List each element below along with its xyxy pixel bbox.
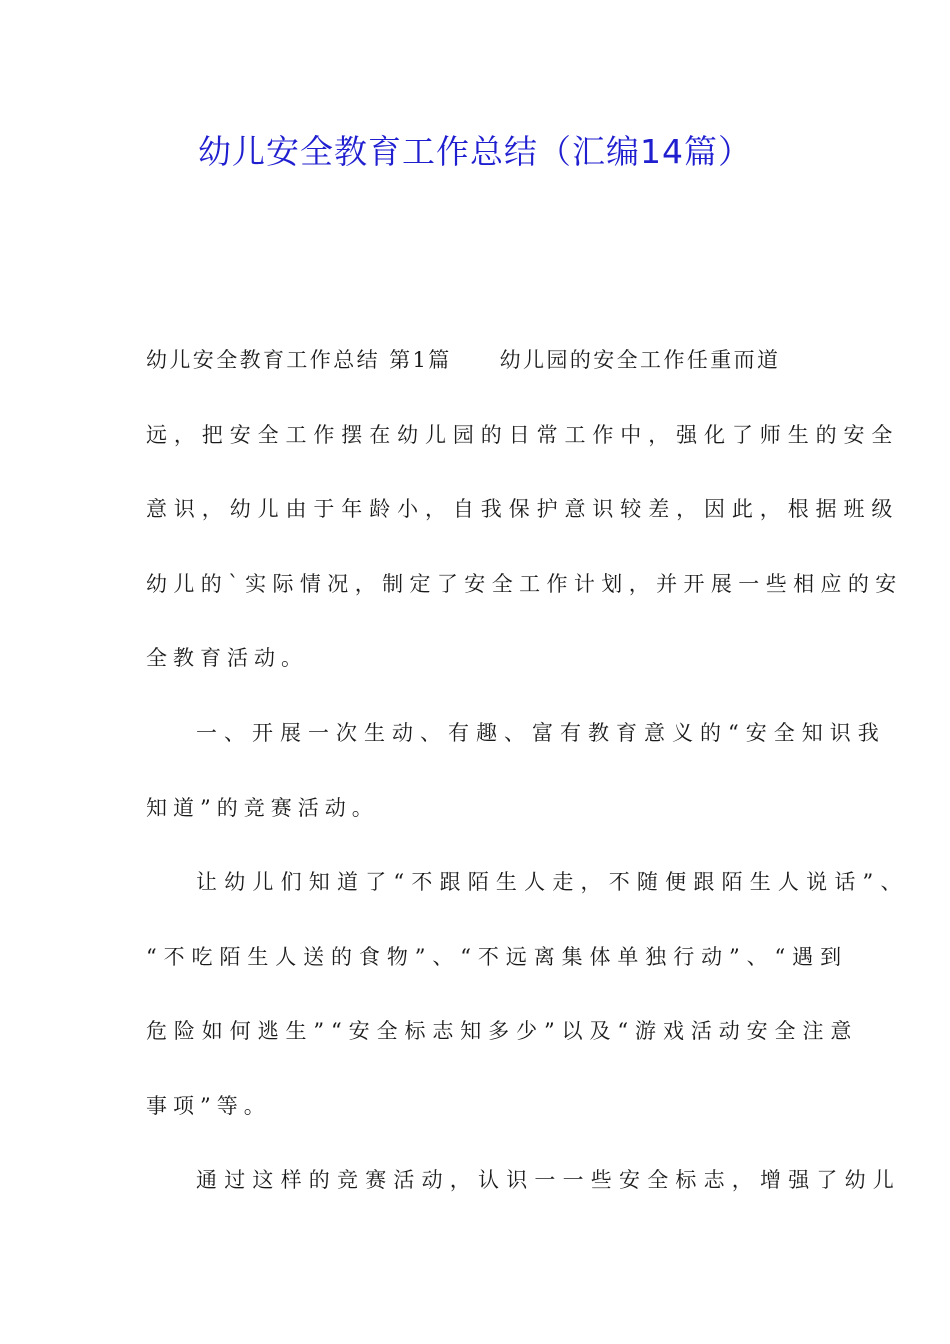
- paragraph-line: 让幼儿们知道了“不跟陌生人走，不随便跟陌生人说话”、: [196, 870, 909, 894]
- paragraph-line: 一、开展一次生动、有趣、富有教育意义的“安全知识我: [196, 721, 886, 745]
- paragraph-line: 危险如何逃生”“安全标志知多少”以及“游戏活动安全注意: [146, 1019, 859, 1043]
- paragraph-line: “不吃陌生人送的食物”、“不远离集体单独行动”、“遇到: [146, 945, 848, 969]
- document-title: 幼儿安全教育工作总结（汇编14篇）: [198, 132, 752, 171]
- paragraph-line: [146, 345, 780, 375]
- paragraph-line: 全教育活动。: [146, 646, 308, 670]
- paragraph-line: 意识，幼儿由于年龄小，自我保护意识较差，因此，根据班级: [146, 497, 900, 521]
- section-heading: 幼儿安全教育工作总结 第1篇: [146, 348, 452, 372]
- paragraph-line: 幼儿的`实际情况，制定了安全工作计划，并开展一些相应的安: [146, 572, 903, 596]
- paragraph-text: 幼儿园的安全工作任重而道: [499, 348, 781, 372]
- paragraph-line: 事项”等。: [146, 1094, 271, 1118]
- paragraph-line: 远，把安全工作摆在幼儿园的日常工作中，强化了师生的安全: [146, 423, 900, 447]
- paragraph-line: 知道”的竞赛活动。: [146, 796, 379, 820]
- paragraph-line: 通过这样的竞赛活动，认识一一些安全标志，增强了幼儿: [196, 1168, 901, 1192]
